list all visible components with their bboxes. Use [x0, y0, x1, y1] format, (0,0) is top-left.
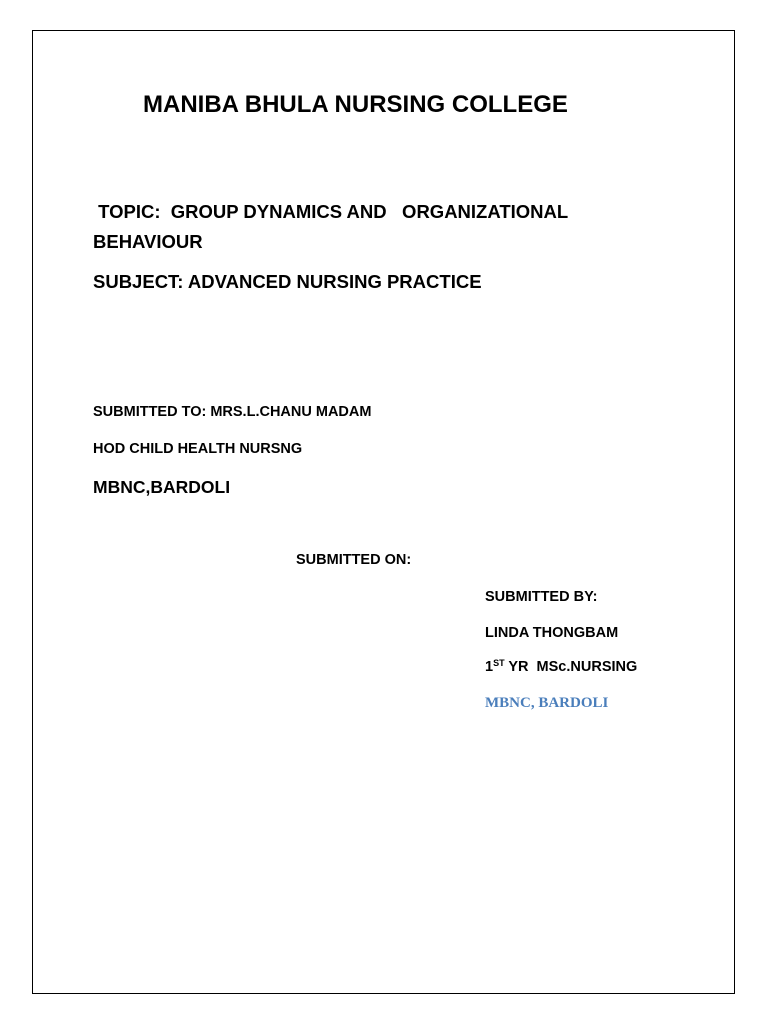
year-suffix: ST	[493, 658, 505, 668]
topic-label: TOPIC:	[98, 201, 161, 222]
submitted-by-label: SUBMITTED BY:	[485, 589, 598, 605]
submitted-to-department: HOD CHILD HEALTH NURSNG	[93, 441, 303, 457]
topic-block	[93, 197, 568, 257]
course-name: YR MSc.NURSING	[504, 659, 638, 675]
topic-title-line1: GROUP DYNAMICS AND ORGANIZATIONAL	[170, 201, 569, 222]
page-border	[32, 30, 735, 994]
year-number: 1	[485, 659, 494, 675]
submitted-to-institution: MBNC,BARDOLI	[93, 477, 231, 497]
topic-title-line2: BEHAVIOUR	[93, 231, 203, 252]
subject-line: SUBJECT: ADVANCED NURSING PRACTICE	[93, 271, 482, 292]
submitted-on-label: SUBMITTED ON:	[296, 552, 412, 568]
college-name: MANIBA BHULA NURSING COLLEGE	[143, 91, 568, 118]
student-course	[485, 659, 637, 676]
student-name: LINDA THONGBAM	[485, 625, 619, 641]
submitted-to-line: SUBMITTED TO: MRS.L.CHANU MADAM	[93, 404, 372, 420]
student-institution: MBNC, BARDOLI	[485, 695, 609, 711]
